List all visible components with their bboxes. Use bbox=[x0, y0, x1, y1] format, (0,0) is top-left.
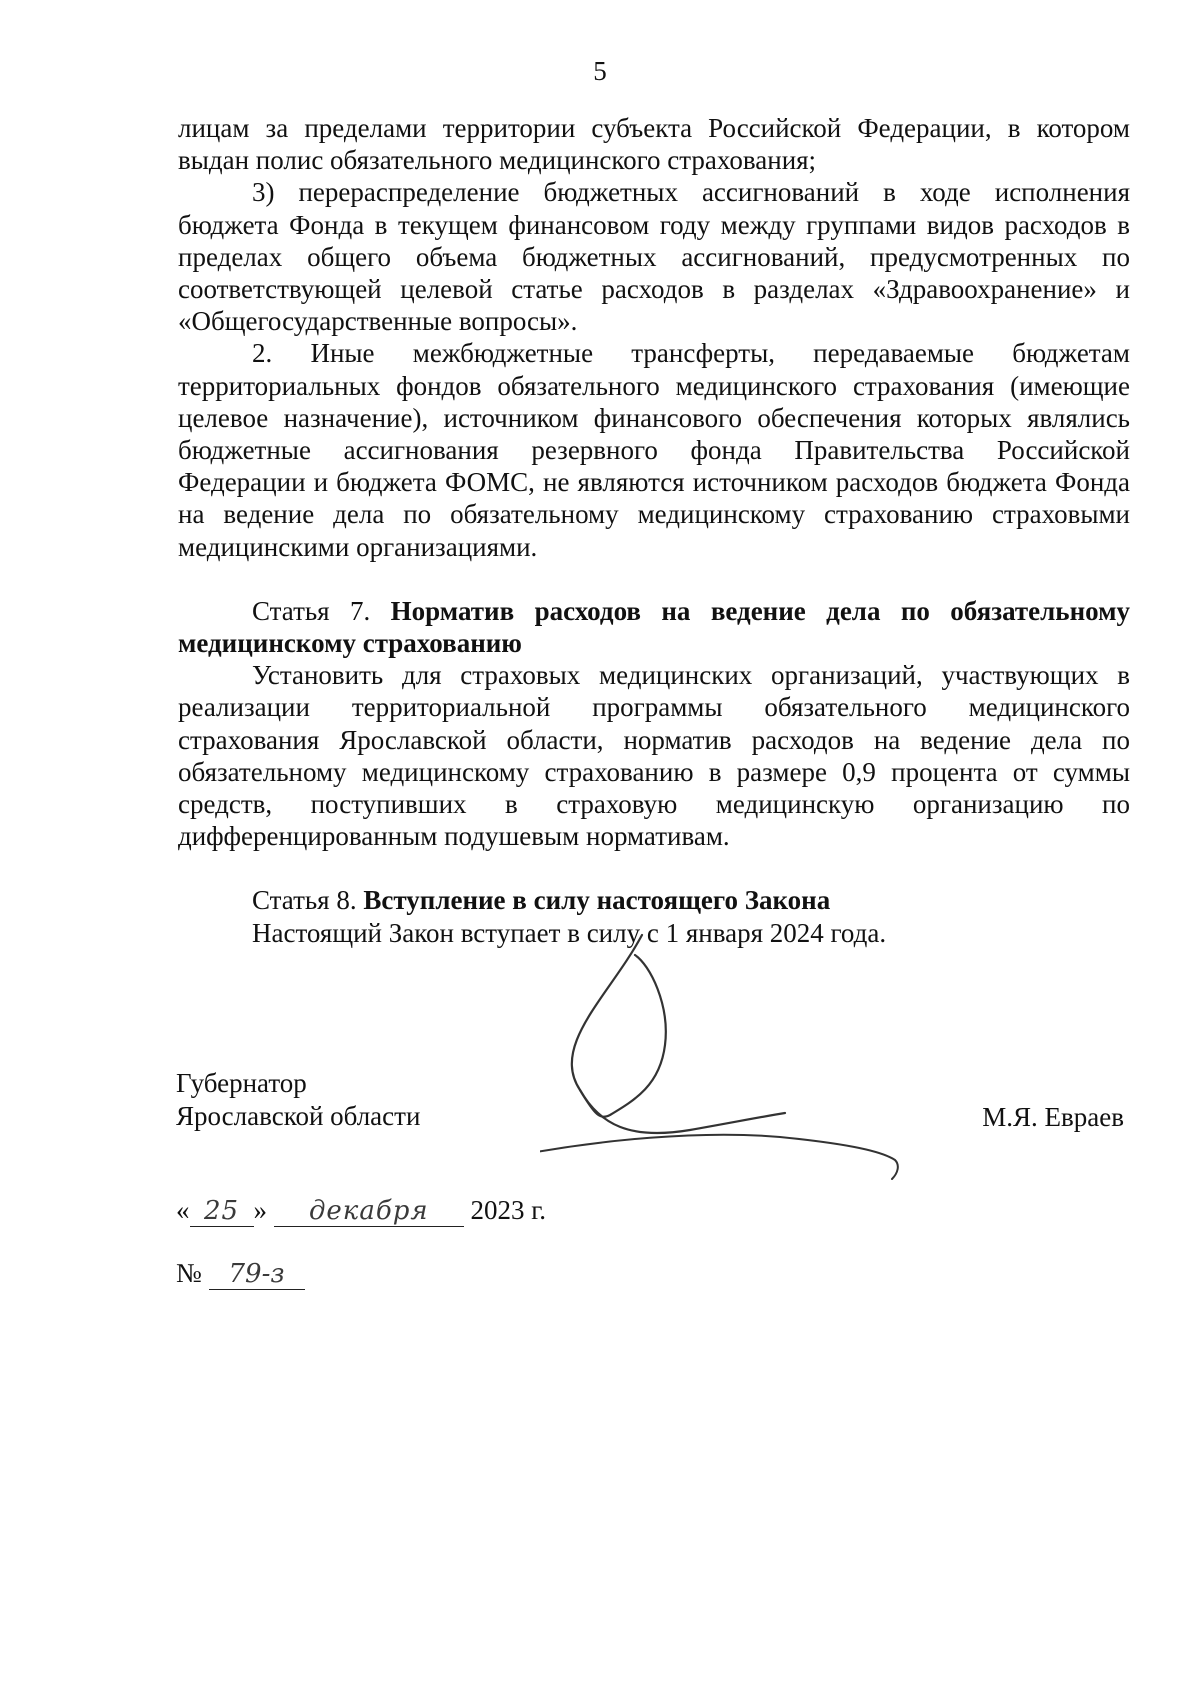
signatory-title bbox=[176, 1067, 420, 1133]
article-7-label: Статья 7. bbox=[252, 595, 371, 626]
date-open-quote: « bbox=[176, 1195, 190, 1225]
signature-stroke-underline bbox=[540, 1135, 898, 1179]
paragraph-continuation: лицам за пределами территории субъекта Российской Федерации, в котором выдан полис обязательного медицинского страхования; bbox=[178, 113, 1130, 176]
signing-date bbox=[176, 1195, 546, 1227]
date-month-handwritten: декабря bbox=[274, 1196, 464, 1227]
article-7-heading bbox=[178, 595, 1130, 659]
paragraph-point-2: 2. Иные межбюджетные трансферты, передаваемые бюджетам территориальных фондов обязательного медицинского страхования (имеющие целевое назначение), источником финансового обеспечения которых являлись бюджетные ассигнования резервного фонда Правительства Российской Федерации и бюджета ФОМС, не являются источником расходов бюджета Фонда на ведение дела по обязательному медицинскому страхованию страховыми медицинскими организациями. bbox=[178, 338, 1130, 562]
signature-stroke-tail bbox=[580, 1090, 785, 1133]
article-7-text: Установить для страховых медицинских организаций, участвующих в реализации территориальной программы обязательного медицинского страхования Ярославской области, норматив расходов на ведение дела по обязательному медицинскому страхованию в размере 0,9 процента от суммы средств, поступивших в страховую медицинскую организацию по дифференцированным подушевым нормативам. bbox=[178, 660, 1130, 852]
article-8-heading bbox=[178, 884, 1130, 916]
article-8-title: Вступление в силу настоящего Закона bbox=[363, 885, 831, 916]
spacer bbox=[178, 852, 1130, 884]
handwritten-signature bbox=[540, 925, 960, 1185]
date-day-handwritten: 25 bbox=[190, 1196, 254, 1227]
article-7-title: Норматив расходов на ведение дела по обязательному медицинскому страхованию bbox=[178, 595, 1131, 659]
signature-stroke-loop bbox=[572, 935, 666, 1117]
signatory-title-line1: Губернатор bbox=[176, 1068, 307, 1098]
paragraph-item-3: 3) перераспределение бюджетных ассигнований в ходе исполнения бюджета Фонда в текущем финансовом году между группами видов расходов в пределах общего объема бюджетных ассигнований, предусмотренных по соответствующей целевой статье расходов в разделах «Здравоохранение» и «Общегосударственные вопросы». bbox=[178, 177, 1130, 337]
number-sign: № bbox=[176, 1258, 202, 1288]
spacer bbox=[178, 563, 1130, 595]
law-number bbox=[176, 1258, 305, 1290]
number-value-handwritten: 79-з bbox=[209, 1259, 305, 1290]
date-year: 2023 г. bbox=[470, 1195, 547, 1225]
article-8-text: Настоящий Закон вступает в силу с 1 января 2024 года. bbox=[252, 917, 887, 948]
document-body bbox=[178, 112, 1130, 949]
article-8-label: Статья 8. bbox=[252, 885, 357, 916]
page-number: 5 bbox=[593, 56, 607, 86]
date-close-quote: » bbox=[253, 1195, 267, 1225]
signatory-name: М.Я. Евраев bbox=[982, 1102, 1124, 1132]
signatory-title-line2: Ярославской области bbox=[176, 1101, 421, 1131]
